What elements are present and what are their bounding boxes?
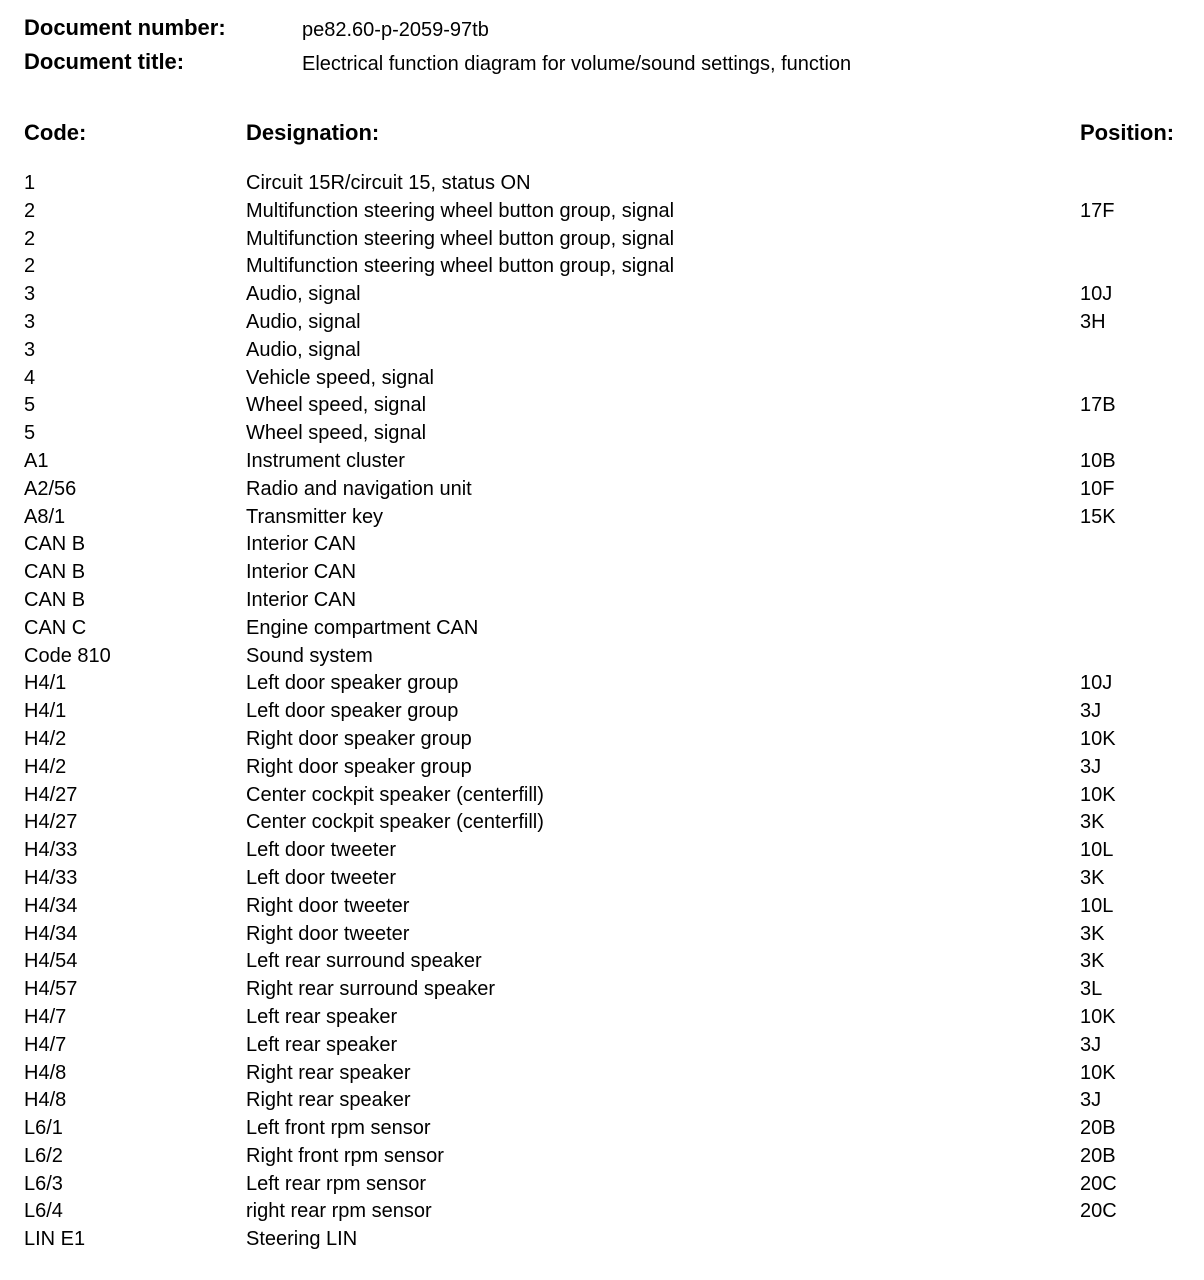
row-code: H4/33 (24, 839, 78, 862)
row-code: Code 810 (24, 644, 111, 667)
row-position: 10K (1080, 1005, 1116, 1028)
row-code: 3 (24, 283, 36, 306)
row-designation: Radio and navigation unit (246, 477, 472, 500)
table-row (24, 893, 1184, 921)
table-row (24, 643, 1184, 671)
table-row (24, 281, 1184, 309)
row-code: L6/1 (24, 1117, 63, 1140)
row-code: CAN B (24, 588, 86, 611)
table-row (24, 448, 1184, 476)
table-row (24, 1060, 1184, 1088)
row-position: 20C (1080, 1200, 1117, 1223)
row-designation: Interior CAN (246, 588, 357, 611)
document-title-value: Electrical function diagram for volume/sound settings, function (302, 53, 852, 75)
row-designation: Right rear surround speaker (246, 978, 496, 1001)
row-designation: Left door tweeter (246, 839, 397, 862)
row-designation: Vehicle speed, signal (246, 366, 434, 389)
row-designation: Instrument cluster (246, 449, 405, 472)
row-code: H4/8 (24, 1061, 67, 1084)
row-designation: Center cockpit speaker (centerfill) (246, 811, 544, 834)
document-number-value: pe82.60-p-2059-97tb (302, 19, 489, 41)
row-code: 5 (24, 394, 36, 417)
row-designation: Left rear speaker (246, 1033, 398, 1056)
row-position: 20C (1080, 1172, 1117, 1195)
row-code: 3 (24, 338, 36, 361)
table-row (24, 726, 1184, 754)
row-code: H4/27 (24, 783, 78, 806)
row-code: CAN C (24, 616, 87, 639)
row-code: H4/2 (24, 727, 67, 750)
document-number-row (24, 14, 1184, 48)
table-row (24, 698, 1184, 726)
row-code: LIN E1 (24, 1228, 86, 1251)
row-designation: Audio, signal (246, 310, 361, 333)
row-position: 10K (1080, 727, 1116, 750)
row-designation: Steering LIN (246, 1228, 358, 1251)
row-designation: Left front rpm sensor (246, 1117, 431, 1140)
row-position: 3J (1080, 1033, 1102, 1056)
row-code: H4/33 (24, 866, 78, 889)
row-designation: Left rear speaker (246, 1005, 398, 1028)
row-designation: Audio, signal (246, 283, 361, 306)
row-designation: right rear rpm sensor (246, 1200, 432, 1223)
row-code: L6/4 (24, 1200, 63, 1223)
row-designation: Sound system (246, 644, 373, 667)
table-row (24, 587, 1184, 615)
row-designation: Multifunction steering wheel button group, signal (246, 199, 675, 222)
row-code: H4/34 (24, 922, 78, 945)
row-code: H4/2 (24, 755, 67, 778)
row-code: 1 (24, 172, 36, 194)
row-code: 2 (24, 255, 36, 278)
row-code: CAN B (24, 561, 86, 584)
table-row (24, 865, 1184, 893)
row-code: H4/57 (24, 978, 78, 1001)
row-designation: Right rear speaker (246, 1089, 411, 1112)
row-code: 5 (24, 422, 36, 445)
position-column-header: Position: (1080, 120, 1175, 145)
table-row (24, 1032, 1184, 1060)
row-code: H4/27 (24, 811, 78, 834)
row-code: H4/7 (24, 1005, 67, 1028)
row-designation: Right door tweeter (246, 922, 410, 945)
table-row (24, 1143, 1184, 1171)
row-designation: Interior CAN (246, 561, 357, 584)
row-code: A1 (24, 449, 49, 472)
row-designation: Circuit 15R/circuit 15, status ON (246, 172, 531, 194)
row-position: 3K (1080, 950, 1105, 973)
row-designation: Right door speaker group (246, 727, 472, 750)
row-position: 10J (1080, 283, 1113, 306)
row-designation: Right door speaker group (246, 755, 472, 778)
table-row (24, 253, 1184, 281)
table-row (24, 531, 1184, 559)
row-code: H4/1 (24, 672, 67, 695)
row-position: 20B (1080, 1117, 1116, 1140)
table-row (24, 1087, 1184, 1115)
row-designation: Left door speaker group (246, 672, 459, 695)
table-row (24, 1198, 1184, 1226)
row-designation: Multifunction steering wheel button group, signal (246, 255, 675, 278)
table-row (24, 809, 1184, 837)
table-row (24, 976, 1184, 1004)
row-designation: Transmitter key (246, 505, 384, 528)
document-header (24, 14, 1184, 82)
row-code: H4/34 (24, 894, 78, 917)
table-row (24, 365, 1184, 393)
row-code: H4/8 (24, 1089, 67, 1112)
table-row (24, 504, 1184, 532)
table-row (24, 1226, 1184, 1254)
row-designation: Left rear surround speaker (246, 950, 482, 973)
row-designation: Interior CAN (246, 533, 357, 556)
row-code: A8/1 (24, 505, 66, 528)
row-designation: Left door speaker group (246, 700, 459, 723)
row-position: 3K (1080, 811, 1105, 834)
document-number-label: Document number: (24, 15, 226, 40)
table-row (24, 420, 1184, 448)
row-designation: Left rear rpm sensor (246, 1172, 427, 1195)
row-designation: Engine compartment CAN (246, 616, 479, 639)
row-position: 10L (1080, 894, 1114, 917)
table-row (24, 337, 1184, 365)
table-row (24, 226, 1184, 254)
row-code: 2 (24, 227, 36, 250)
row-position: 17B (1080, 394, 1116, 417)
row-code: H4/54 (24, 950, 78, 973)
table-header (24, 118, 1199, 150)
row-position: 3J (1080, 755, 1102, 778)
table-row (24, 170, 1184, 198)
row-code: 4 (24, 366, 36, 389)
row-code: H4/1 (24, 700, 67, 723)
row-position: 3L (1080, 978, 1103, 1001)
table-row (24, 198, 1184, 226)
row-code: A2/56 (24, 477, 77, 500)
table-row (24, 782, 1184, 810)
row-designation: Right rear speaker (246, 1061, 411, 1084)
row-designation: Multifunction steering wheel button group, signal (246, 227, 675, 250)
row-position: 17F (1080, 199, 1115, 222)
row-position: 3J (1080, 1089, 1102, 1112)
table-row (24, 392, 1184, 420)
row-position: 20B (1080, 1144, 1116, 1167)
table-row (24, 921, 1184, 949)
row-code: L6/3 (24, 1172, 63, 1195)
code-column-header: Code: (24, 120, 87, 145)
row-code: CAN B (24, 533, 86, 556)
row-code: L6/2 (24, 1144, 63, 1167)
table-row (24, 837, 1184, 865)
document-title-row (24, 48, 1184, 82)
table-row (24, 615, 1184, 643)
table-row (24, 476, 1184, 504)
table-row (24, 754, 1184, 782)
row-position: 10L (1080, 839, 1114, 862)
table-row (24, 1115, 1184, 1143)
table-row (24, 559, 1184, 587)
table-row (24, 670, 1184, 698)
component-table (24, 170, 1184, 1254)
row-designation: Center cockpit speaker (centerfill) (246, 783, 544, 806)
row-position: 10J (1080, 672, 1113, 695)
row-code: H4/7 (24, 1033, 67, 1056)
row-position: 3J (1080, 700, 1102, 723)
row-position: 10F (1080, 477, 1115, 500)
row-designation: Wheel speed, signal (246, 422, 427, 445)
row-designation: Audio, signal (246, 338, 361, 361)
table-row (24, 309, 1184, 337)
row-code: 3 (24, 310, 36, 333)
row-code: 2 (24, 199, 36, 222)
document-title-label: Document title: (24, 49, 185, 74)
row-position: 10K (1080, 1061, 1116, 1084)
table-row (24, 1004, 1184, 1032)
row-position: 3H (1080, 310, 1106, 333)
table-row (24, 1171, 1184, 1199)
row-position: 15K (1080, 505, 1116, 528)
row-designation: Wheel speed, signal (246, 394, 427, 417)
designation-column-header: Designation: (246, 120, 380, 145)
row-position: 10B (1080, 449, 1116, 472)
row-designation: Left door tweeter (246, 866, 397, 889)
row-position: 3K (1080, 866, 1105, 889)
row-designation: Right front rpm sensor (246, 1144, 444, 1167)
row-position: 3K (1080, 922, 1105, 945)
table-row (24, 948, 1184, 976)
row-position: 10K (1080, 783, 1116, 806)
row-designation: Right door tweeter (246, 894, 410, 917)
